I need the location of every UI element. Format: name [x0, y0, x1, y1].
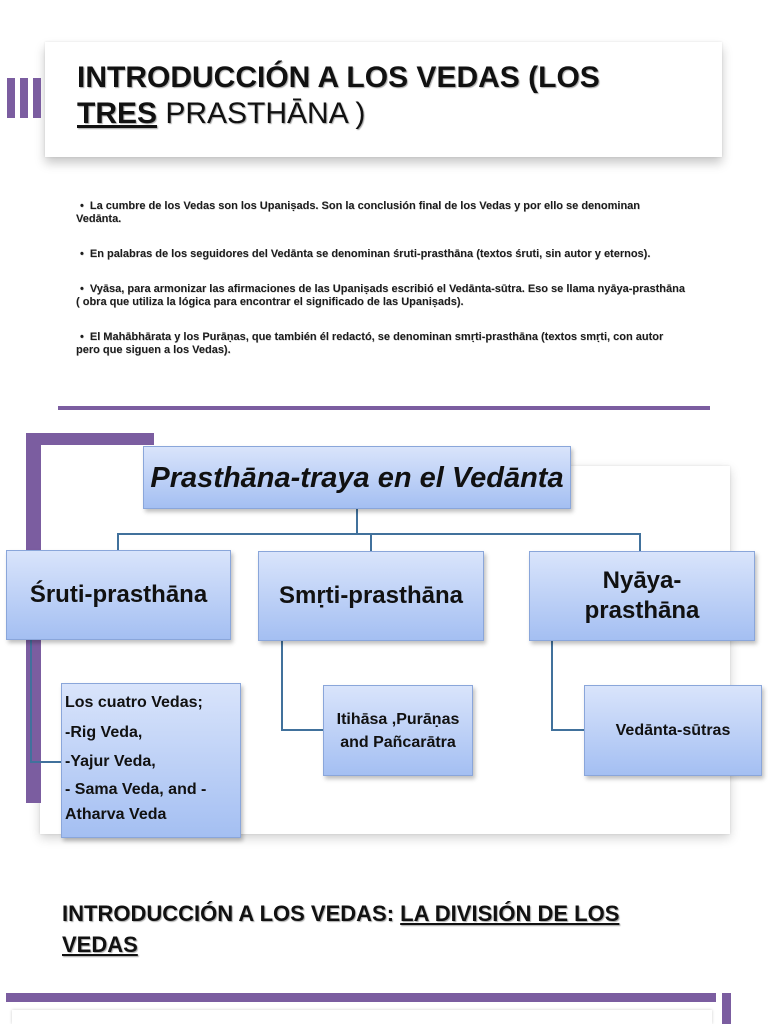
connector-line	[117, 533, 641, 535]
bullet-item: • En palabras de los seguidores del Vedānta se denominan śruti-prasthāna (textos śruti, sin autor y eternos).	[80, 248, 651, 260]
connector-line	[30, 640, 32, 762]
connector-line	[551, 729, 585, 731]
connector-line	[30, 761, 62, 763]
connector-line	[281, 729, 324, 731]
slide1-title-rest: PRASTHĀNA )	[157, 97, 366, 130]
connector-line	[551, 640, 553, 730]
slide3-title	[62, 898, 622, 960]
accent-bar	[7, 78, 15, 118]
diagram-node-smrti: Smṛti-prasthāna	[258, 551, 484, 641]
slide1-title-underlined: TRES	[77, 97, 158, 130]
bullet-item: • El Mahābhārata y los Purāṇas, que también él redactó, se denominan smṛti-prasthāna (textos smṛti, con autor pero que siguen a los Vedas).	[76, 331, 664, 356]
diagram-node-itihasa: Itihāsa ,Purāṇas and Pañcarātra	[323, 685, 473, 776]
slide3-title-plain: INTRODUCCIÓN A LOS VEDAS:	[62, 901, 401, 926]
diagram-node-nyaya: Nyāya-prasthāna	[529, 551, 755, 641]
slide1-title	[77, 60, 677, 132]
accent-bar	[33, 78, 41, 118]
slide3-title-underlined: LA DIVISIÓN DE LOS VEDAS	[62, 901, 620, 957]
accent-bar	[20, 78, 28, 118]
diagram-root-node: Prasthāna-traya en el Vedānta	[143, 446, 571, 509]
bullet-item: • La cumbre de los Vedas son los Upaniṣads. Son la conclusión final de los Vedas y por ello se denominan Vedānta.	[76, 200, 641, 225]
connector-line	[370, 533, 372, 552]
diagram-node-vedanta-sutras: Vedānta-sūtras	[584, 685, 762, 776]
slide2-accent-frame-inner	[41, 445, 154, 467]
connector-line	[639, 533, 641, 552]
bullet-item: • Vyāsa, para armonizar las afirmaciones de las Upaniṣads escribió el Vedānta-sūtra. Eso se llama nyāya-prasthāna ( obra que utiliza la lógica para encontrar el significado de las Upaniṣads).	[76, 283, 685, 308]
connector-line	[281, 640, 283, 730]
slide1-bullet-list	[76, 200, 688, 379]
slide2-accent-frame-top	[26, 433, 154, 445]
slide3-card-edge	[12, 1010, 712, 1024]
connector-line	[117, 533, 119, 551]
slide1-title-line1: INTRODUCCIÓN A LOS VEDAS (LOS	[77, 61, 600, 94]
diagram-node-four-vedas	[61, 683, 241, 838]
slide1-divider	[58, 406, 710, 410]
diagram-node-sruti: Śruti-prasthāna	[6, 550, 231, 640]
slide3-accent-bar	[722, 993, 731, 1024]
vedas-list: Los cuatro Vedas; -Rig Veda, -Yajur Veda, - Sama Veda, and - Atharva Veda	[65, 694, 207, 823]
slide3-divider	[6, 993, 716, 1002]
connector-line	[356, 508, 358, 534]
